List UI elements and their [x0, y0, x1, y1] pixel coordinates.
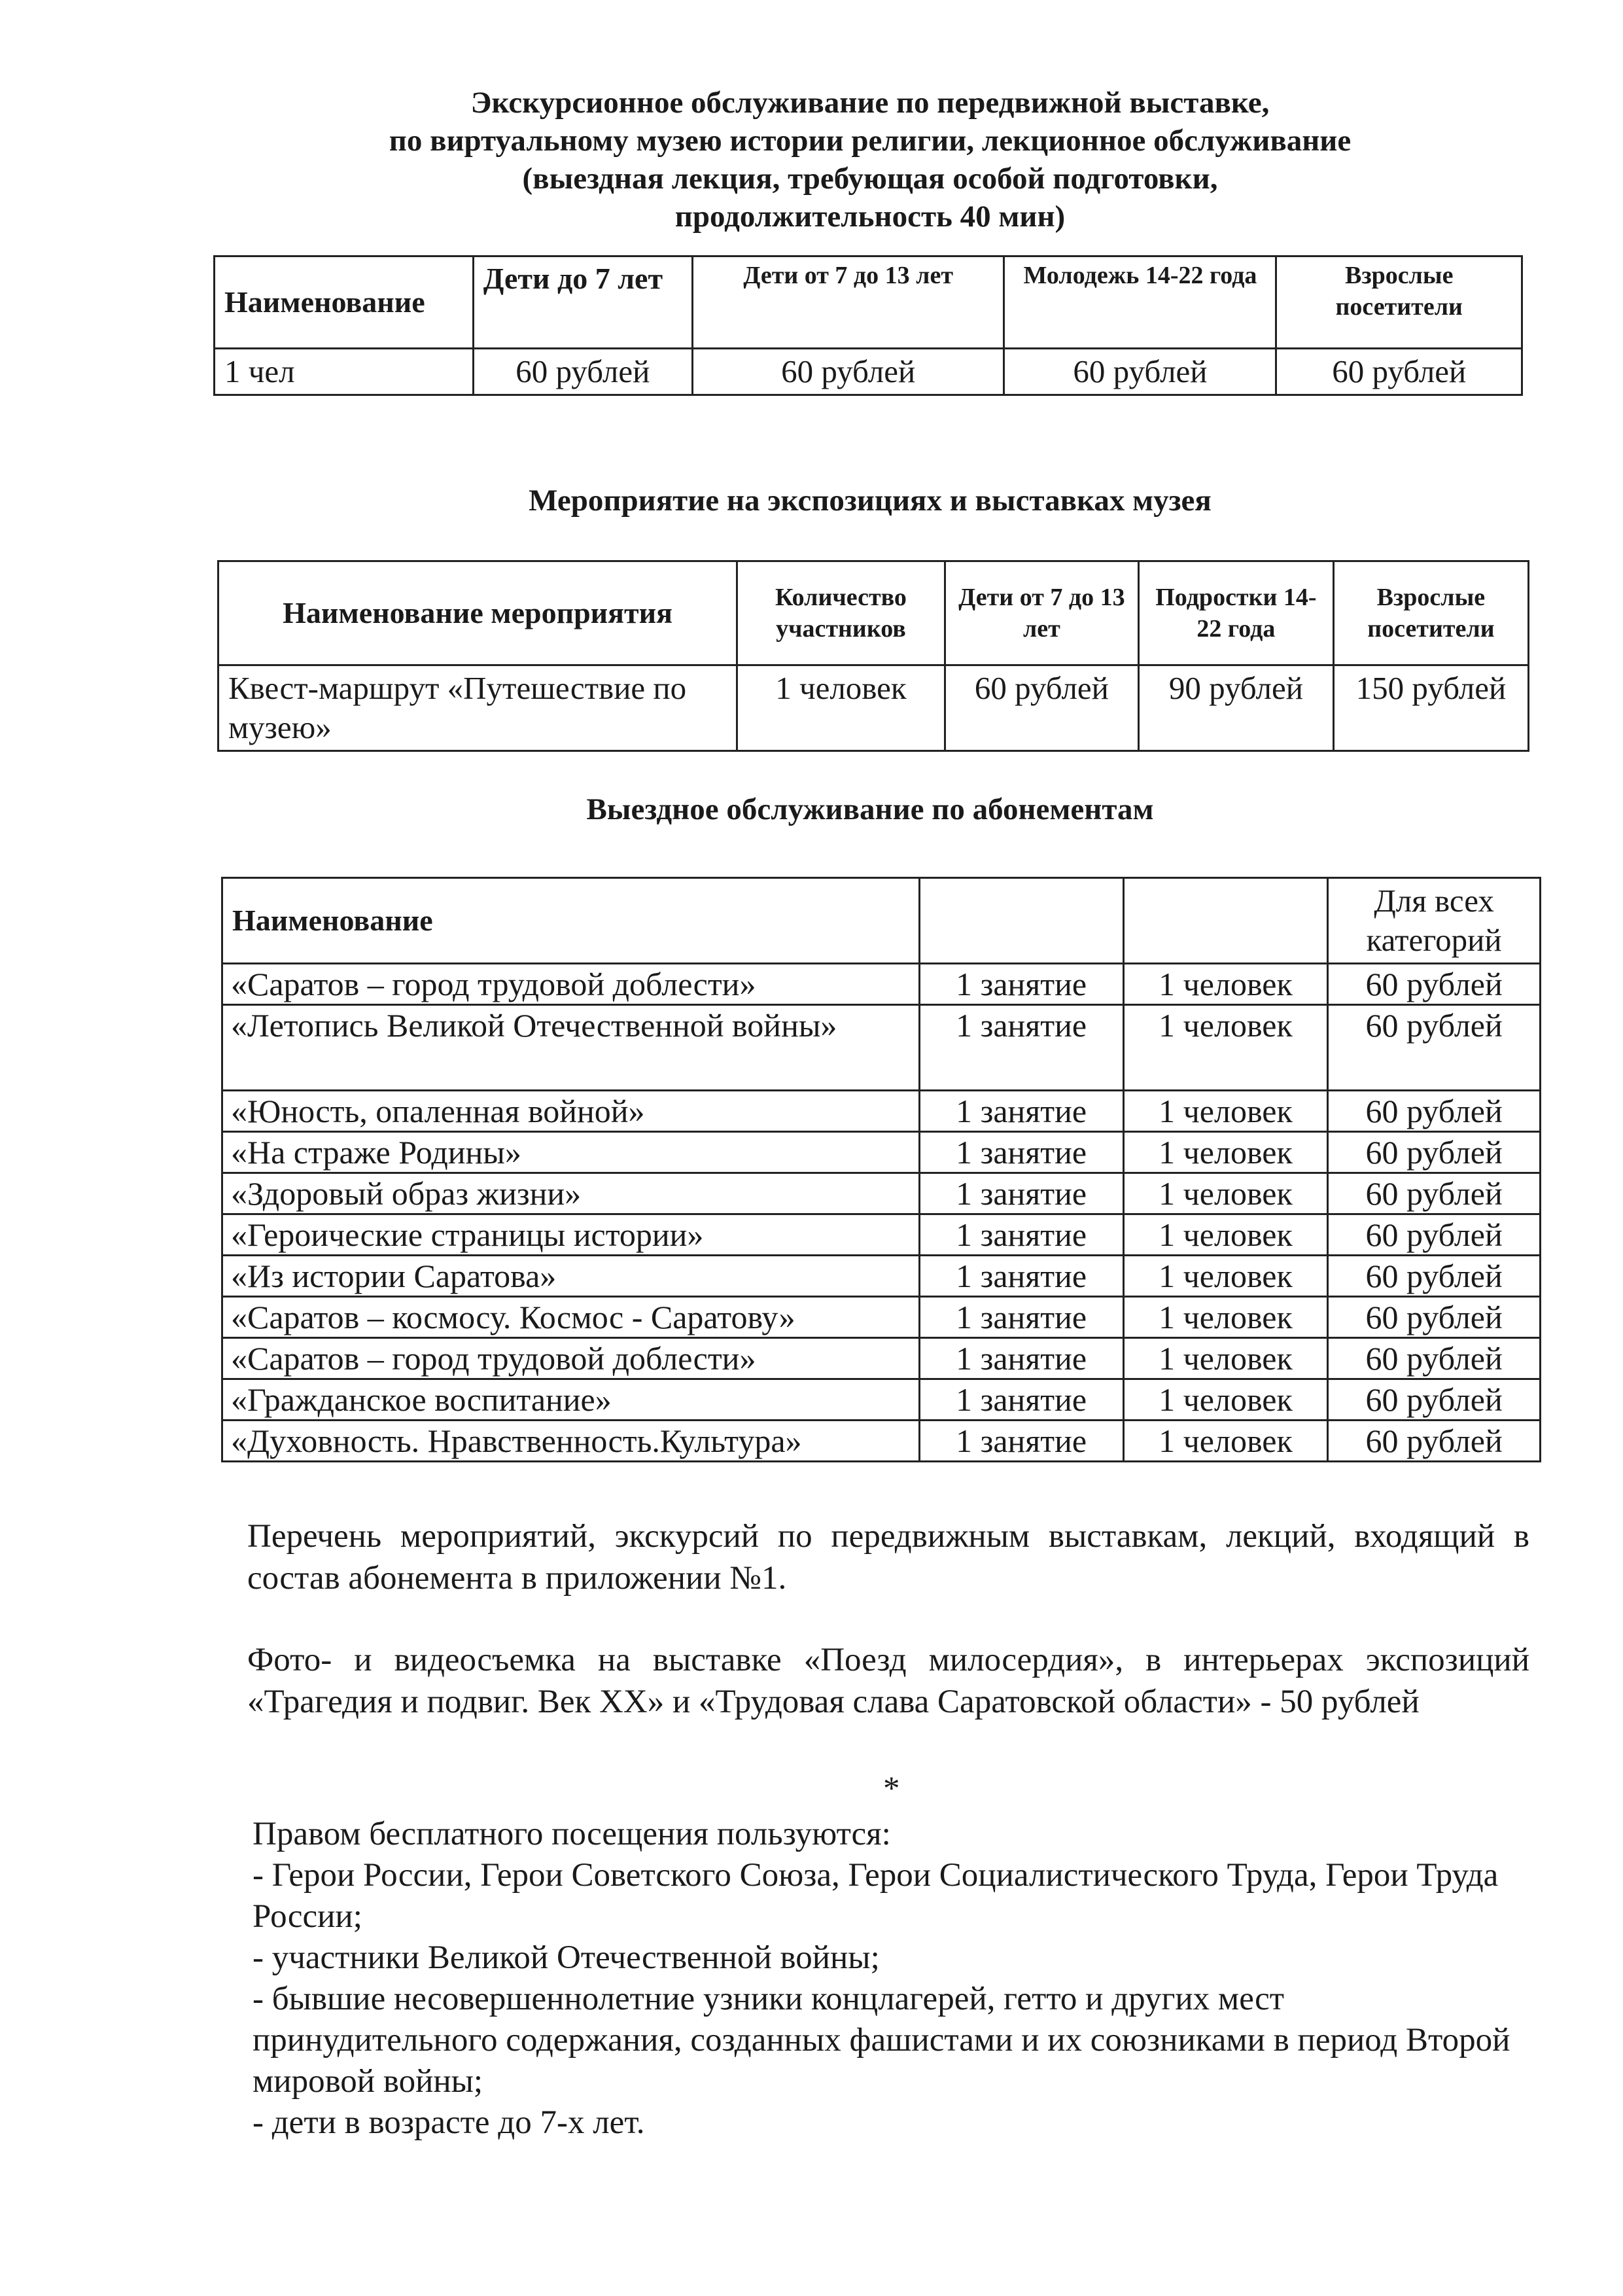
header-youth-14-22: Молодежь 14-22 года — [1004, 256, 1276, 349]
header-name: Наименование — [222, 878, 920, 964]
cell-price: 60 рублей — [1328, 1173, 1541, 1214]
cell-persons: 1 человек — [1123, 1132, 1328, 1173]
excursion-price-table — [213, 255, 1523, 396]
cell-event-name: Квест-маршрут «Путешествие по музею» — [218, 665, 737, 751]
free-visit-intro: Правом бесплатного посещения пользуются: — [253, 1816, 891, 1852]
table-row — [222, 1214, 1541, 1256]
header-all-categories: Для всех категорий — [1328, 878, 1541, 964]
cell-price: 60 рублей — [1328, 1379, 1541, 1421]
header-children-under-7: Дети до 7 лет — [473, 256, 692, 349]
cell-price: 60 рублей — [1328, 1091, 1541, 1132]
header-empty — [919, 878, 1123, 964]
cell-sessions: 1 занятие — [919, 1421, 1123, 1462]
section3-title: Выездное обслуживание по абонементам — [586, 792, 1154, 826]
table-header-row — [222, 878, 1541, 964]
table-row — [215, 349, 1522, 395]
section2-title: Мероприятие на экспозициях и выставках музея — [529, 484, 1212, 518]
list-item: - бывшие несовершеннолетние узники концлагерей, гетто и других мест принудительного содержания, созданных фашистами и их союзниками в период Второй мировой войны; — [253, 1981, 1510, 2100]
cell-unit: 1 чел — [215, 349, 474, 395]
cell-price: 150 рублей — [1333, 665, 1528, 751]
cell-participants: 1 человек — [737, 665, 945, 751]
table-row — [222, 1379, 1541, 1421]
table-row — [222, 1173, 1541, 1214]
cell-price: 60 рублей — [1328, 1297, 1541, 1338]
header-participants: Количество участников — [737, 561, 945, 665]
table-row — [222, 1421, 1541, 1462]
table-row — [222, 1338, 1541, 1379]
cell-sessions: 1 занятие — [919, 1379, 1123, 1421]
subscription-price-table — [221, 877, 1541, 1462]
header-event-name: Наименование мероприятия — [218, 561, 737, 665]
list-item: - дети в возрасте до 7-х лет. — [253, 2104, 645, 2141]
section1-title-line: Экскурсионное обслуживание по передвижной выставке, — [470, 86, 1270, 120]
cell-price: 90 рублей — [1138, 665, 1333, 751]
table-header-row — [218, 561, 1529, 665]
cell-sessions: 1 занятие — [919, 1256, 1123, 1297]
cell-persons: 1 человек — [1123, 1173, 1328, 1214]
cell-sessions: 1 занятие — [919, 1338, 1123, 1379]
cell-persons: 1 человек — [1123, 1214, 1328, 1256]
table-row — [218, 665, 1529, 751]
cell-price: 60 рублей — [1328, 1338, 1541, 1379]
cell-persons: 1 человек — [1123, 1297, 1328, 1338]
header-name: Наименование — [215, 256, 474, 349]
cell-sessions: 1 занятие — [919, 1132, 1123, 1173]
cell-persons: 1 человек — [1123, 1338, 1328, 1379]
cell-persons: 1 человек — [1123, 1005, 1328, 1091]
cell-program: «Гражданское воспитание» — [222, 1379, 920, 1421]
cell-persons: 1 человек — [1123, 1091, 1328, 1132]
section1-title-line: (выездная лекция, требующая особой подготовки, — [522, 162, 1218, 196]
cell-program: «Саратов – город трудовой доблести» — [222, 1338, 920, 1379]
cell-price: 60 рублей — [1328, 964, 1541, 1005]
cell-sessions: 1 занятие — [919, 1173, 1123, 1214]
cell-program: «На страже Родины» — [222, 1132, 920, 1173]
section1-title — [131, 84, 1609, 236]
free-visit-list — [253, 1814, 1535, 2144]
header-adults: Взрослые посетители — [1276, 256, 1522, 349]
table-row — [222, 1005, 1541, 1091]
cell-sessions: 1 занятие — [919, 1214, 1123, 1256]
section1-title-line: по виртуальному музею истории религии, лекционное обслуживание — [389, 124, 1352, 158]
subscription-list-note: Перечень мероприятий, экскурсий по передвижным выставкам, лекций, входящий в состав абонемента в приложении №1. — [247, 1518, 1529, 1597]
cell-price: 60 рублей — [1328, 1132, 1541, 1173]
cell-price: 60 рублей — [1328, 1005, 1541, 1091]
cell-price: 60 рублей — [473, 349, 692, 395]
cell-price: 60 рублей — [945, 665, 1138, 751]
cell-sessions: 1 занятие — [919, 1297, 1123, 1338]
cell-program: «Из истории Саратова» — [222, 1256, 920, 1297]
cell-price: 60 рублей — [692, 349, 1004, 395]
table-row — [222, 1132, 1541, 1173]
cell-program: «Героические страницы истории» — [222, 1214, 920, 1256]
cell-price: 60 рублей — [1276, 349, 1522, 395]
photo-video-note: Фото- и видеосъемка на выставке «Поезд милосердия», в интерьерах экспозиций «Трагедия и подвиг. Век XX» и «Трудовая слава Саратовской области» - 50 рублей — [247, 1642, 1529, 1720]
cell-persons: 1 человек — [1123, 964, 1328, 1005]
cell-program: «Здоровый образ жизни» — [222, 1173, 920, 1214]
cell-persons: 1 человек — [1123, 1379, 1328, 1421]
table-row — [222, 1297, 1541, 1338]
cell-price: 60 рублей — [1004, 349, 1276, 395]
list-item: - Герои России, Герои Советского Союза, Герои Социалистического Труда, Герои Труда России; — [253, 1857, 1499, 1935]
separator-asterisk: * — [883, 1771, 900, 1807]
table-row — [222, 1256, 1541, 1297]
cell-sessions: 1 занятие — [919, 1091, 1123, 1132]
event-price-table — [217, 560, 1529, 752]
table-row — [222, 964, 1541, 1005]
table-row — [222, 1091, 1541, 1132]
header-children-7-13: Дети от 7 до 13 лет — [945, 561, 1138, 665]
cell-program: «Юность, опаленная войной» — [222, 1091, 920, 1132]
table-header-row — [215, 256, 1522, 349]
cell-program: «Духовность. Нравственность.Культура» — [222, 1421, 920, 1462]
cell-sessions: 1 занятие — [919, 1005, 1123, 1091]
cell-program: «Летопись Великой Отечественной войны» — [222, 1005, 920, 1091]
cell-persons: 1 человек — [1123, 1256, 1328, 1297]
section1-title-line: продолжительность 40 мин) — [674, 200, 1066, 234]
header-empty — [1123, 878, 1328, 964]
header-teens-14-22: Подростки 14-22 года — [1138, 561, 1333, 665]
cell-persons: 1 человек — [1123, 1421, 1328, 1462]
cell-sessions: 1 занятие — [919, 964, 1123, 1005]
cell-price: 60 рублей — [1328, 1421, 1541, 1462]
cell-program: «Саратов – город трудовой доблести» — [222, 964, 920, 1005]
header-children-7-13: Дети от 7 до 13 лет — [692, 256, 1004, 349]
cell-price: 60 рублей — [1328, 1256, 1541, 1297]
cell-price: 60 рублей — [1328, 1214, 1541, 1256]
cell-program: «Саратов – космосу. Космос - Саратову» — [222, 1297, 920, 1338]
list-item: - участники Великой Отечественной войны; — [253, 1939, 880, 1976]
header-adults: Взрослые посетители — [1333, 561, 1528, 665]
